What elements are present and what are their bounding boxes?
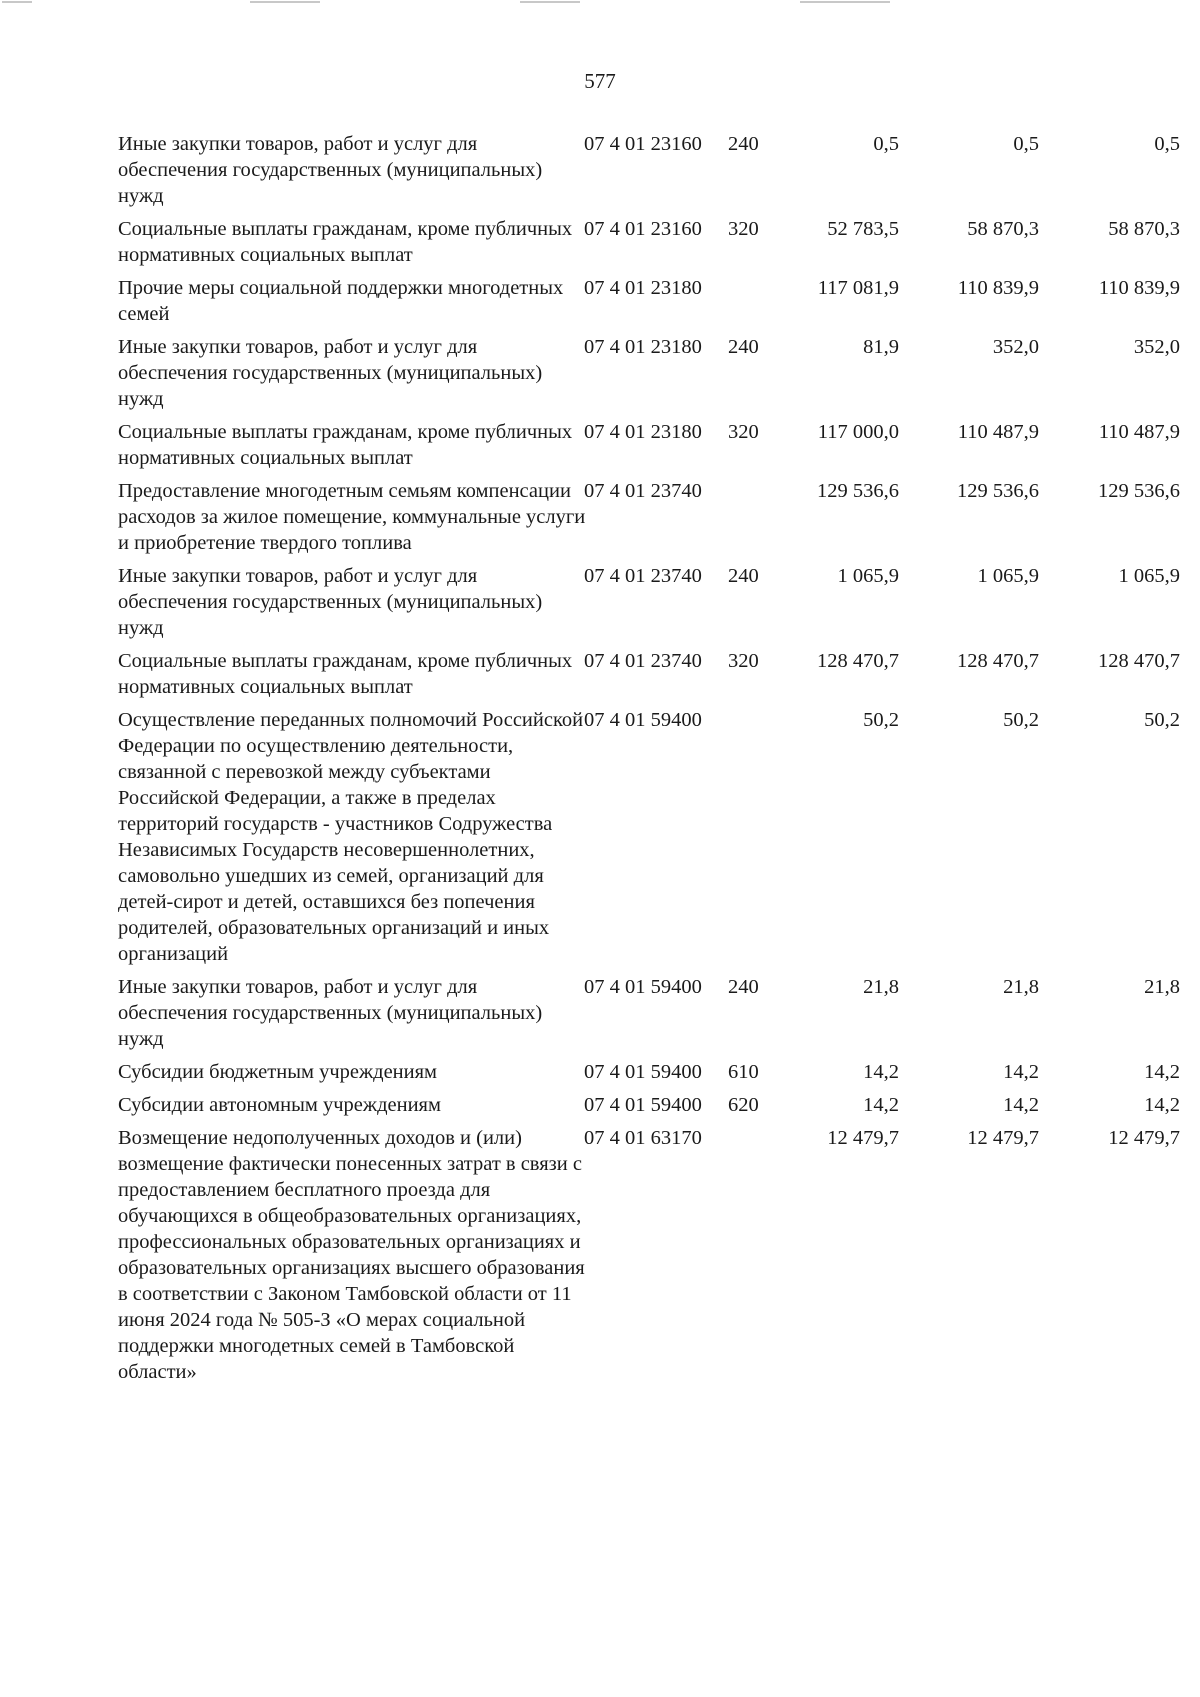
expense-name: Социальные выплаты гражданам, кроме публичных нормативных социальных выплат — [118, 650, 573, 698]
expense-name: Субсидии автономным учреждениям — [118, 1094, 441, 1116]
target-article-code: 07 4 01 63170 — [584, 1127, 702, 1149]
amount-year-3: 352,0 — [1133, 336, 1180, 358]
amount-year-1: 117 000,0 — [817, 421, 899, 443]
target-article-code: 07 4 01 23180 — [584, 277, 702, 299]
expense-type-code: 610 — [728, 1061, 759, 1083]
table-row — [118, 974, 1180, 1052]
amount-year-2: 129 536,6 — [957, 480, 1039, 502]
target-article-code: 07 4 01 23740 — [584, 650, 702, 672]
amount-year-3: 110 487,9 — [1098, 421, 1180, 443]
amount-year-2: 21,8 — [1003, 976, 1039, 998]
amount-year-3: 21,8 — [1144, 976, 1180, 998]
amount-year-1: 14,2 — [863, 1061, 899, 1083]
amount-year-1: 50,2 — [863, 709, 899, 731]
expense-type-code: 320 — [728, 421, 759, 443]
amount-year-2: 14,2 — [1003, 1094, 1039, 1116]
amount-year-2: 110 487,9 — [957, 421, 1039, 443]
expense-type-code: 320 — [728, 218, 759, 240]
amount-year-2: 58 870,3 — [967, 218, 1039, 240]
table-row — [118, 1125, 1180, 1385]
expense-name: Иные закупки товаров, работ и услуг для обеспечения государственных (муниципальных) нужд — [118, 336, 543, 410]
expense-name: Предоставление многодетным семьям компенсации расходов за жилое помещение, коммунальные услуги и приобретение твердого топлива — [118, 480, 586, 554]
table-row — [118, 419, 1180, 471]
table-row — [118, 216, 1180, 268]
amount-year-1: 14,2 — [863, 1094, 899, 1116]
amount-year-3: 12 479,7 — [1108, 1127, 1180, 1149]
table-row — [118, 707, 1180, 967]
scan-artifact — [0, 0, 1200, 8]
amount-year-2: 12 479,7 — [967, 1127, 1039, 1149]
amount-year-2: 14,2 — [1003, 1061, 1039, 1083]
amount-year-3: 1 065,9 — [1118, 565, 1180, 587]
amount-year-1: 0,5 — [873, 133, 899, 155]
amount-year-3: 14,2 — [1144, 1094, 1180, 1116]
amount-year-2: 352,0 — [992, 336, 1039, 358]
amount-year-2: 50,2 — [1003, 709, 1039, 731]
table-row — [118, 648, 1180, 700]
target-article-code: 07 4 01 23180 — [584, 421, 702, 443]
amount-year-2: 110 839,9 — [957, 277, 1039, 299]
expense-type-code: 240 — [728, 976, 759, 998]
amount-year-3: 14,2 — [1144, 1061, 1180, 1083]
expense-type-code: 620 — [728, 1094, 759, 1116]
amount-year-3: 50,2 — [1144, 709, 1180, 731]
expense-name: Иные закупки товаров, работ и услуг для обеспечения государственных (муниципальных) нужд — [118, 133, 543, 207]
expense-name: Социальные выплаты гражданам, кроме публичных нормативных социальных выплат — [118, 218, 573, 266]
table-row — [118, 334, 1180, 412]
expense-name: Возмещение недополученных доходов и (или) возмещение фактически понесенных затрат в связи с предоставлением бесплатного проезда для обучающихся в общеобразовательных организациях, профессиональных образовательных организациях и образовательных организациях высшего образования в соответствии с Законом Тамбовской области от 11 июня 2024 года № 505-З «О мерах социальной поддержки многодетных семей в Тамбовской области» — [118, 1127, 585, 1383]
amount-year-3: 110 839,9 — [1098, 277, 1180, 299]
expense-type-code: 240 — [728, 336, 759, 358]
table-row — [118, 1092, 1180, 1118]
target-article-code: 07 4 01 59400 — [584, 1061, 702, 1083]
expense-type-code: 240 — [728, 565, 759, 587]
table-row — [118, 275, 1180, 327]
budget-table — [118, 131, 1180, 1392]
table-row — [118, 1059, 1180, 1085]
target-article-code: 07 4 01 23740 — [584, 565, 702, 587]
expense-type-code: 240 — [728, 133, 759, 155]
amount-year-1: 129 536,6 — [817, 480, 899, 502]
amount-year-3: 128 470,7 — [1098, 650, 1180, 672]
amount-year-1: 21,8 — [863, 976, 899, 998]
expense-name: Осуществление переданных полномочий Российской Федерации по осуществлению деятельности, связанной с перевозкой между субъектами Российской Федерации, а также в пределах территорий государств - участников Содружества Независимых Государств несовершеннолетних, самовольно ушедших из семей, организаций для детей-сирот и детей, оставшихся без попечения родителей, образовательных организаций и иных организаций — [118, 709, 584, 965]
page-number: 577 — [584, 69, 616, 93]
amount-year-2: 128 470,7 — [957, 650, 1039, 672]
target-article-code: 07 4 01 59400 — [584, 1094, 702, 1116]
amount-year-1: 52 783,5 — [827, 218, 899, 240]
amount-year-1: 81,9 — [863, 336, 899, 358]
amount-year-3: 0,5 — [1154, 133, 1180, 155]
target-article-code: 07 4 01 59400 — [584, 976, 702, 998]
amount-year-1: 117 081,9 — [817, 277, 899, 299]
expense-type-code: 320 — [728, 650, 759, 672]
table-row — [118, 478, 1180, 556]
amount-year-2: 0,5 — [1013, 133, 1039, 155]
target-article-code: 07 4 01 59400 — [584, 709, 702, 731]
table-row — [118, 131, 1180, 209]
amount-year-3: 58 870,3 — [1108, 218, 1180, 240]
amount-year-1: 12 479,7 — [827, 1127, 899, 1149]
amount-year-2: 1 065,9 — [977, 565, 1039, 587]
target-article-code: 07 4 01 23160 — [584, 218, 702, 240]
expense-name: Прочие меры социальной поддержки многодетных семей — [118, 277, 564, 325]
target-article-code: 07 4 01 23160 — [584, 133, 702, 155]
amount-year-1: 1 065,9 — [837, 565, 899, 587]
expense-name: Иные закупки товаров, работ и услуг для обеспечения государственных (муниципальных) нужд — [118, 976, 543, 1050]
expense-name: Иные закупки товаров, работ и услуг для обеспечения государственных (муниципальных) нужд — [118, 565, 543, 639]
amount-year-3: 129 536,6 — [1098, 480, 1180, 502]
table-row — [118, 563, 1180, 641]
expense-name: Социальные выплаты гражданам, кроме публичных нормативных социальных выплат — [118, 421, 573, 469]
target-article-code: 07 4 01 23740 — [584, 480, 702, 502]
amount-year-1: 128 470,7 — [817, 650, 899, 672]
expense-name: Субсидии бюджетным учреждениям — [118, 1061, 438, 1083]
target-article-code: 07 4 01 23180 — [584, 336, 702, 358]
